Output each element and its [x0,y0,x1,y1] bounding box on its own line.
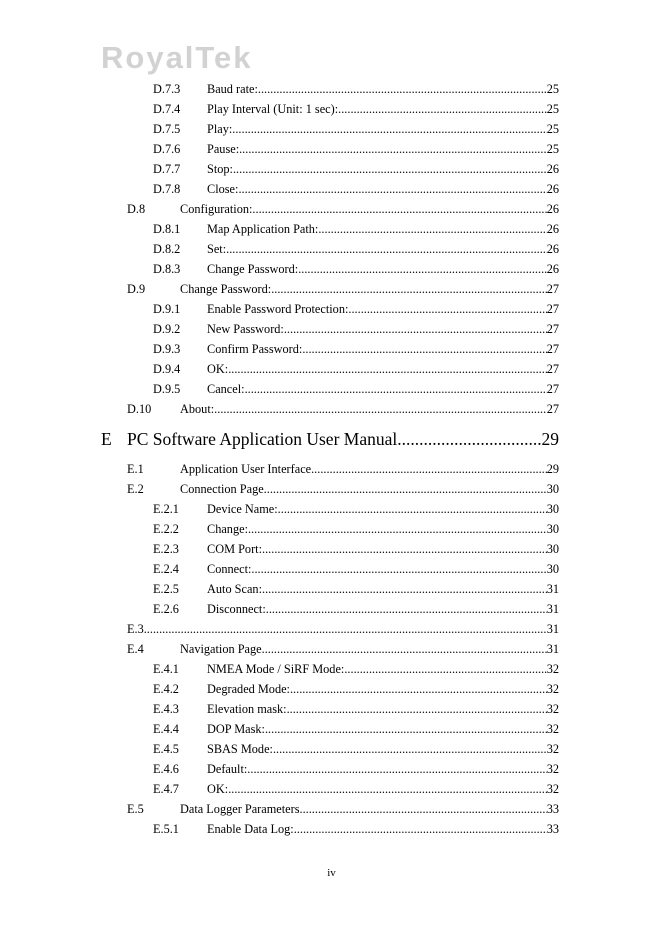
toc-entry-page: 27 [546,402,559,416]
toc-entry-line [207,559,559,579]
toc-entry[interactable] [0,199,663,219]
toc-entry-number: E.2.1 [153,502,179,516]
toc-entry-title: Map Application Path: [207,222,319,236]
toc-entry[interactable] [0,819,663,839]
toc-entry-page: 33 [546,822,559,836]
toc-entry-page: 32 [546,682,559,696]
toc-entry-page: 26 [546,242,559,256]
toc-entry-line [127,619,559,639]
toc-entry-line [207,579,559,599]
toc-dot-leader [271,279,547,299]
toc-entry[interactable] [0,599,663,619]
toc-entry-number: D.7.8 [153,182,181,196]
toc-entry-line [207,539,559,559]
toc-chapter-entry[interactable] [0,419,663,459]
toc-entry-line [207,779,559,799]
toc-entry-title: New Password: [207,322,284,336]
toc-entry-title: Configuration: [180,202,253,216]
toc-entry-number: E.2.3 [153,542,179,556]
toc-entry[interactable] [0,79,663,99]
toc-entry[interactable] [0,159,663,179]
toc-entry-line [207,259,559,279]
toc-entry-page: 31 [546,642,559,656]
toc-entry-line [127,419,559,459]
toc-entry-line [180,279,559,299]
toc-dot-leader [318,219,546,239]
toc-entry-line [207,179,559,199]
toc-entry-page: 32 [546,742,559,756]
toc-dot-leader [262,579,547,599]
toc-entry-number: E.2.5 [153,582,179,596]
toc-entry[interactable] [0,179,663,199]
toc-entry-number: D.7.4 [153,102,181,116]
toc-entry-title: Enable Data Log: [207,822,294,836]
toc-entry[interactable] [0,119,663,139]
toc-entry-page: 32 [546,782,559,796]
toc-entry[interactable] [0,659,663,679]
toc-entry-title: DOP Mask: [207,722,265,736]
toc-dot-leader [344,659,546,679]
toc-entry-line [207,239,559,259]
toc-entry-title: Cancel: [207,382,245,396]
toc-entry-line [207,79,559,99]
toc-entry-title: Application User Interface [180,462,312,476]
toc-entry[interactable] [0,379,663,399]
toc-entry-number: E.4.3 [153,702,179,716]
toc-entry-title: Confirm Password: [207,342,303,356]
toc-entry-number: E.4.5 [153,742,179,756]
toc-entry-title: Navigation Page [180,642,262,656]
toc-entry-line [180,199,559,219]
toc-dot-leader [258,79,547,99]
toc-entry-page: 30 [546,502,559,516]
toc-entry-page: 26 [546,262,559,276]
toc-entry-title: Change Password: [207,262,299,276]
toc-entry-page: 30 [546,562,559,576]
toc-entry[interactable] [0,99,663,119]
toc-entry-number: D.9.1 [153,302,181,316]
toc-entry[interactable] [0,359,663,379]
toc-entry[interactable] [0,779,663,799]
toc-entry-page: 31 [546,622,559,636]
toc-entry[interactable] [0,239,663,259]
toc-entry[interactable] [0,499,663,519]
toc-entry-title: Default: [207,762,248,776]
toc-entry-page: 30 [546,522,559,536]
toc-entry-line [207,499,559,519]
toc-entry[interactable] [0,459,663,479]
toc-dot-leader [262,639,547,659]
toc-entry-line [207,359,559,379]
toc-entry-number: D.7.3 [153,82,181,96]
toc-entry-title: About: [180,402,215,416]
toc-entry[interactable] [0,559,663,579]
toc-entry-title: E.3 [127,622,144,636]
toc-dot-leader [245,379,547,399]
toc-entry[interactable] [0,519,663,539]
toc-entry-number: D.9.3 [153,342,181,356]
toc-dot-leader [248,519,547,539]
toc-entry-page: 25 [546,122,559,136]
toc-entry-title: Connection Page [180,482,264,496]
toc-entry-title: Play: [207,122,233,136]
toc-dot-leader [252,199,546,219]
toc-entry-page: 27 [546,282,559,296]
toc-entry[interactable] [0,639,663,659]
toc-entry-page: 32 [546,662,559,676]
toc-dot-leader [238,179,546,199]
toc-entry-page: 25 [546,82,559,96]
toc-entry-line [207,659,559,679]
toc-dot-leader [311,459,547,479]
toc-entry-page: 27 [546,342,559,356]
toc-entry-title: Data Logger Parameters [180,802,300,816]
toc-entry-line [180,479,559,499]
toc-entry-title: PC Software Application User Manual [127,429,398,449]
toc-entry-page: 26 [546,162,559,176]
toc-entry-page: 26 [546,202,559,216]
toc-entry-number: D.9 [127,282,146,296]
toc-entry-number: E.4.7 [153,782,179,796]
toc-entry-title: COM Port: [207,542,263,556]
toc-entry[interactable] [0,479,663,499]
toc-entry-page: 26 [546,222,559,236]
toc-entry-title: Play Interval (Unit: 1 sec): [207,102,339,116]
toc-entry[interactable] [0,759,663,779]
toc-entry[interactable] [0,399,663,419]
toc-dot-leader [273,739,547,759]
toc-dot-leader [294,819,547,839]
toc-dot-leader [228,779,547,799]
toc-entry-number: D.10 [127,402,152,416]
toc-dot-leader [262,539,547,559]
toc-entry-title: Baud rate: [207,82,258,96]
toc-entry-number: E.4.6 [153,762,179,776]
toc-entry-page: 27 [546,322,559,336]
toc-entry-line [180,399,559,419]
toc-dot-leader [284,319,547,339]
toc-entry-title: Degraded Mode: [207,682,290,696]
toc-dot-leader [144,619,547,639]
toc-entry-line [207,679,559,699]
toc-dot-leader [298,259,547,279]
toc-dot-leader [302,339,546,359]
toc-entry[interactable] [0,739,663,759]
toc-entry-line [207,379,559,399]
toc-entry-number: D.9.5 [153,382,181,396]
toc-dot-leader [287,699,547,719]
toc-entry-title: Auto Scan: [207,582,262,596]
toc-entry-page: 27 [546,302,559,316]
toc-entry-number: E.2.4 [153,562,179,576]
toc-entry-line [207,719,559,739]
toc-entry-page: 27 [546,382,559,396]
toc-entry-page: 25 [546,102,559,116]
table-of-contents [0,79,663,839]
toc-entry[interactable] [0,139,663,159]
toc-entry[interactable] [0,339,663,359]
toc-entry-number: E.2.6 [153,602,179,616]
toc-entry-title: Device Name: [207,502,278,516]
toc-entry[interactable] [0,219,663,239]
royaltek-logo: RoyalTek [101,40,253,75]
toc-entry-line [207,219,559,239]
toc-entry-title: Connect: [207,562,252,576]
toc-entry-page: 25 [546,142,559,156]
toc-entry-line [207,119,559,139]
toc-entry-page: 29 [541,429,559,449]
toc-entry-number: D.8.1 [153,222,181,236]
toc-entry-page: 30 [546,542,559,556]
toc-dot-leader [264,479,547,499]
toc-entry-title: NMEA Mode / SiRF Mode: [207,662,345,676]
toc-entry-line [207,819,559,839]
toc-dot-leader [348,299,546,319]
toc-entry[interactable] [0,619,663,639]
toc-entry-number: E.4.2 [153,682,179,696]
toc-dot-leader [214,399,547,419]
toc-entry-title: SBAS Mode: [207,742,273,756]
toc-entry-title: Disconnect: [207,602,266,616]
toc-entry-line [180,799,559,819]
toc-dot-leader [239,139,547,159]
toc-entry-title: Elevation mask: [207,702,287,716]
toc-dot-leader [233,159,547,179]
toc-entry[interactable] [0,579,663,599]
toc-entry[interactable] [0,679,663,699]
toc-entry-line [207,519,559,539]
toc-entry-page: 33 [546,802,559,816]
toc-entry[interactable] [0,719,663,739]
toc-entry-line [180,639,559,659]
page-number: iv [327,867,336,879]
toc-entry[interactable] [0,699,663,719]
toc-dot-leader [290,679,547,699]
toc-entry-number: E.5 [127,802,144,816]
toc-entry-number: D.9.2 [153,322,181,336]
toc-entry-title: OK: [207,782,229,796]
toc-entry-line [207,159,559,179]
toc-entry-number: E.5.1 [153,822,179,836]
toc-entry[interactable] [0,539,663,559]
toc-entry-number: D.7.5 [153,122,181,136]
toc-entry-page: 29 [546,462,559,476]
toc-entry-line [207,699,559,719]
toc-entry-number: D.8.3 [153,262,181,276]
toc-entry-page: 32 [546,722,559,736]
toc-entry-line [207,99,559,119]
toc-entry[interactable] [0,279,663,299]
toc-entry-title: Close: [207,182,239,196]
toc-entry-title: OK: [207,362,229,376]
toc-entry-number: E.2 [127,482,144,496]
toc-entry[interactable] [0,299,663,319]
toc-dot-leader [247,759,546,779]
toc-entry-number: D.9.4 [153,362,181,376]
toc-entry-line [207,599,559,619]
toc-entry-number: D.7.6 [153,142,181,156]
toc-dot-leader [226,239,547,259]
toc-entry[interactable] [0,319,663,339]
toc-entry-number: D.7.7 [153,162,181,176]
toc-entry-line [180,459,559,479]
toc-entry-page: 32 [546,702,559,716]
toc-entry[interactable] [0,259,663,279]
toc-entry-number: D.8 [127,202,146,216]
toc-entry-line [207,739,559,759]
toc-dot-leader [338,99,547,119]
toc-dot-leader [300,799,547,819]
toc-entry-page: 26 [546,182,559,196]
toc-entry-page: 32 [546,762,559,776]
toc-entry-line [207,759,559,779]
toc-entry-line [207,299,559,319]
toc-entry-number: D.8.2 [153,242,181,256]
toc-dot-leader [228,359,547,379]
toc-dot-leader [278,499,547,519]
toc-dot-leader [266,599,547,619]
toc-dot-leader [232,119,546,139]
toc-entry-line [207,319,559,339]
toc-entry-page: 27 [546,362,559,376]
toc-entry-title: Change: [207,522,248,536]
toc-entry[interactable] [0,799,663,819]
toc-entry-number: E.4 [127,642,144,656]
toc-entry-number: E.4.1 [153,662,179,676]
toc-entry-title: Pause: [207,142,240,156]
toc-entry-number: E [101,429,112,449]
toc-entry-line [207,139,559,159]
toc-dot-leader [251,559,546,579]
toc-entry-page: 31 [546,602,559,616]
toc-entry-number: E.2.2 [153,522,179,536]
toc-dot-leader [397,419,541,459]
toc-entry-title: Change Password: [180,282,272,296]
toc-entry-title: Enable Password Protection: [207,302,349,316]
toc-dot-leader [265,719,547,739]
toc-entry-number: E.1 [127,462,144,476]
toc-entry-page: 30 [546,482,559,496]
toc-entry-number: E.4.4 [153,722,179,736]
toc-entry-title: Set: [207,242,227,256]
toc-entry-line [207,339,559,359]
toc-entry-page: 31 [546,582,559,596]
toc-entry-title: Stop: [207,162,233,176]
